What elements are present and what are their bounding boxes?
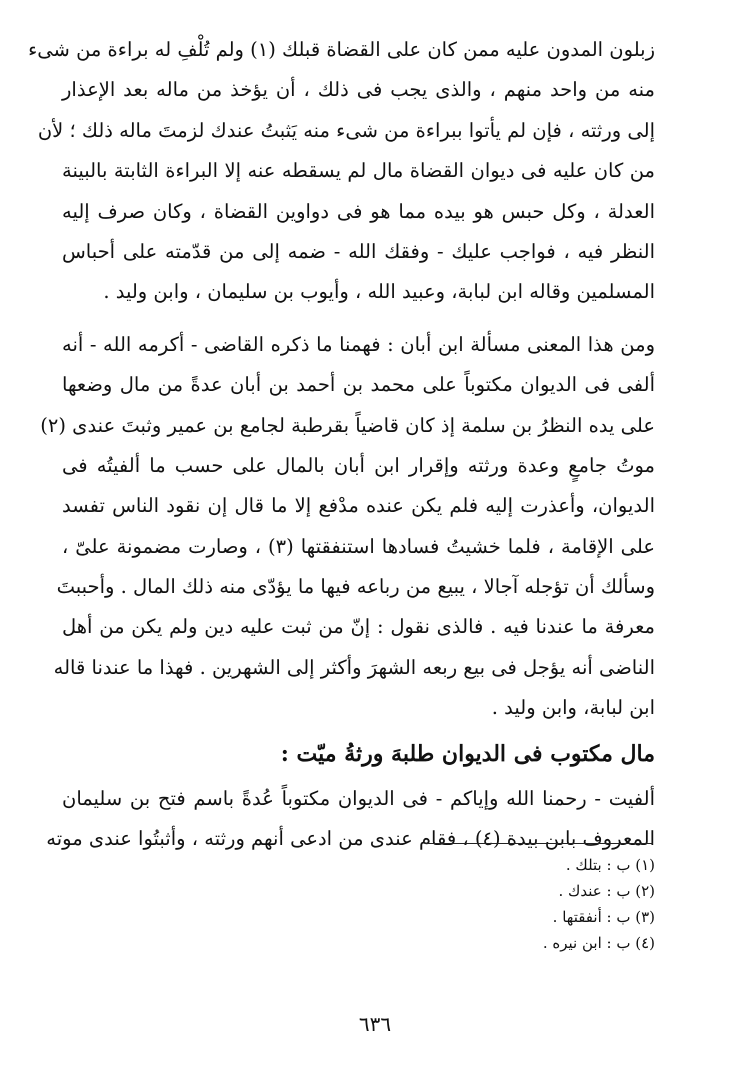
paragraph-gap [62, 313, 655, 325]
text-line: على يده النظرُ بن سلمة إذ كان قاضياً بقرطبة لجامع بن عمير وثبتَ عندى (٢) [40, 413, 655, 437]
section-heading: مال مكتوب فى الديوان طلبهَ ورثةُ ميّت : [280, 740, 655, 767]
text-line: زبلون المدون عليه ممن كان على القضاة قبلك (١) ولم تُلْفِ له براءة من شىء [28, 38, 655, 61]
footnote: (٤) ب : ابن نيره . [542, 934, 655, 952]
text-line: معرفة ما عندنا فيه . فالذى نقول : إنّ من ثبت عليه دين ولم يكن من أهل [62, 615, 655, 639]
text-line: إلى ورثته ، فإن لم يأتوا ببراءة من شىء منه يَثبتُ عندك لزمتَ ماله ذلك ؛ لأن [37, 118, 655, 142]
text-line: وسألك أن تؤجله آجالا ، يبيع من رباعه فيها ما يؤدّى منه ذلك المال . وأحببتَ [56, 575, 655, 599]
text-line: منه من واحد منهم ، والذى يجب فى ذلك ، أن يؤخذ من ماله بعد الإعذار [62, 78, 655, 102]
footnote: (١) ب : بتلك . [565, 856, 655, 874]
text-line: موتُ جامعٍ وعدة ورثته وإقرار ابن أبان بالمال على حسب ما ألفيتُه فى [62, 453, 655, 477]
paragraph-2 [40, 325, 655, 729]
text-line: الناضى أنه يؤجل فى بيع ربعه الشهرَ وأكثر إلى الشهرين . فهذا ما عندنا قاله [53, 655, 655, 679]
main-text [28, 30, 655, 859]
text-line: من كان عليه فى ديوان القضاة مال لم يسقطه عنه إلا البراءة الثابتة بالبينة [62, 159, 655, 183]
text-line: المعروف بابن بيدة (٤) ، فقام عندى من ادعى أنهم ورثته ، وأثبتُوا عندى موته [46, 827, 655, 851]
text-line: ألفيت - رحمنا الله وإياكم - فى الديوان مكتوباً عُدةً باسم فتح بن سليمان [62, 786, 655, 810]
paragraph-3 [46, 779, 655, 860]
text-line: ألفى فى الديوان مكتوباً على محمد بن أحمد بن أبان عدةً من مال وضعها [62, 373, 655, 397]
text-line: النظر فيه ، فواجب عليك - وفقك الله - ضمه إلى من قدّمته على أحباس [62, 239, 655, 263]
text-line: المسلمين وقاله ابن لبابة، وعبيد الله ، وأيوب بن سليمان ، وابن وليد . [103, 280, 655, 304]
footnotes [355, 852, 655, 956]
text-line: ابن لبابة، وابن وليد . [491, 696, 655, 720]
footnote: (٣) ب : أنفقتها . [552, 908, 655, 926]
footnote: (٢) ب : عندك . [558, 882, 655, 900]
paragraph-1 [28, 30, 655, 313]
text-line: على الإقامة ، فلما خشيتُ فسادها استنفقتها (٣) ، وصارت مضمونة علىّ ، [62, 534, 655, 558]
text-line: الديوان، وأعذرت إليه فلم يكن عنده مدْفع إلا ما قال إن نقود الناس تفسد [62, 494, 655, 518]
text-line: العدلة ، وكل حبس هو بيده مما هو فى دواوين القضاة ، وكان صرف إليه [62, 199, 655, 223]
page-number: ٦٣٦ [358, 1012, 392, 1036]
footnote-divider [425, 843, 653, 844]
text-line: ومن هذا المعنى مسألة ابن أبان : فهمنا ما ذكره القاضى - أكرمه الله - أنه [62, 332, 655, 356]
